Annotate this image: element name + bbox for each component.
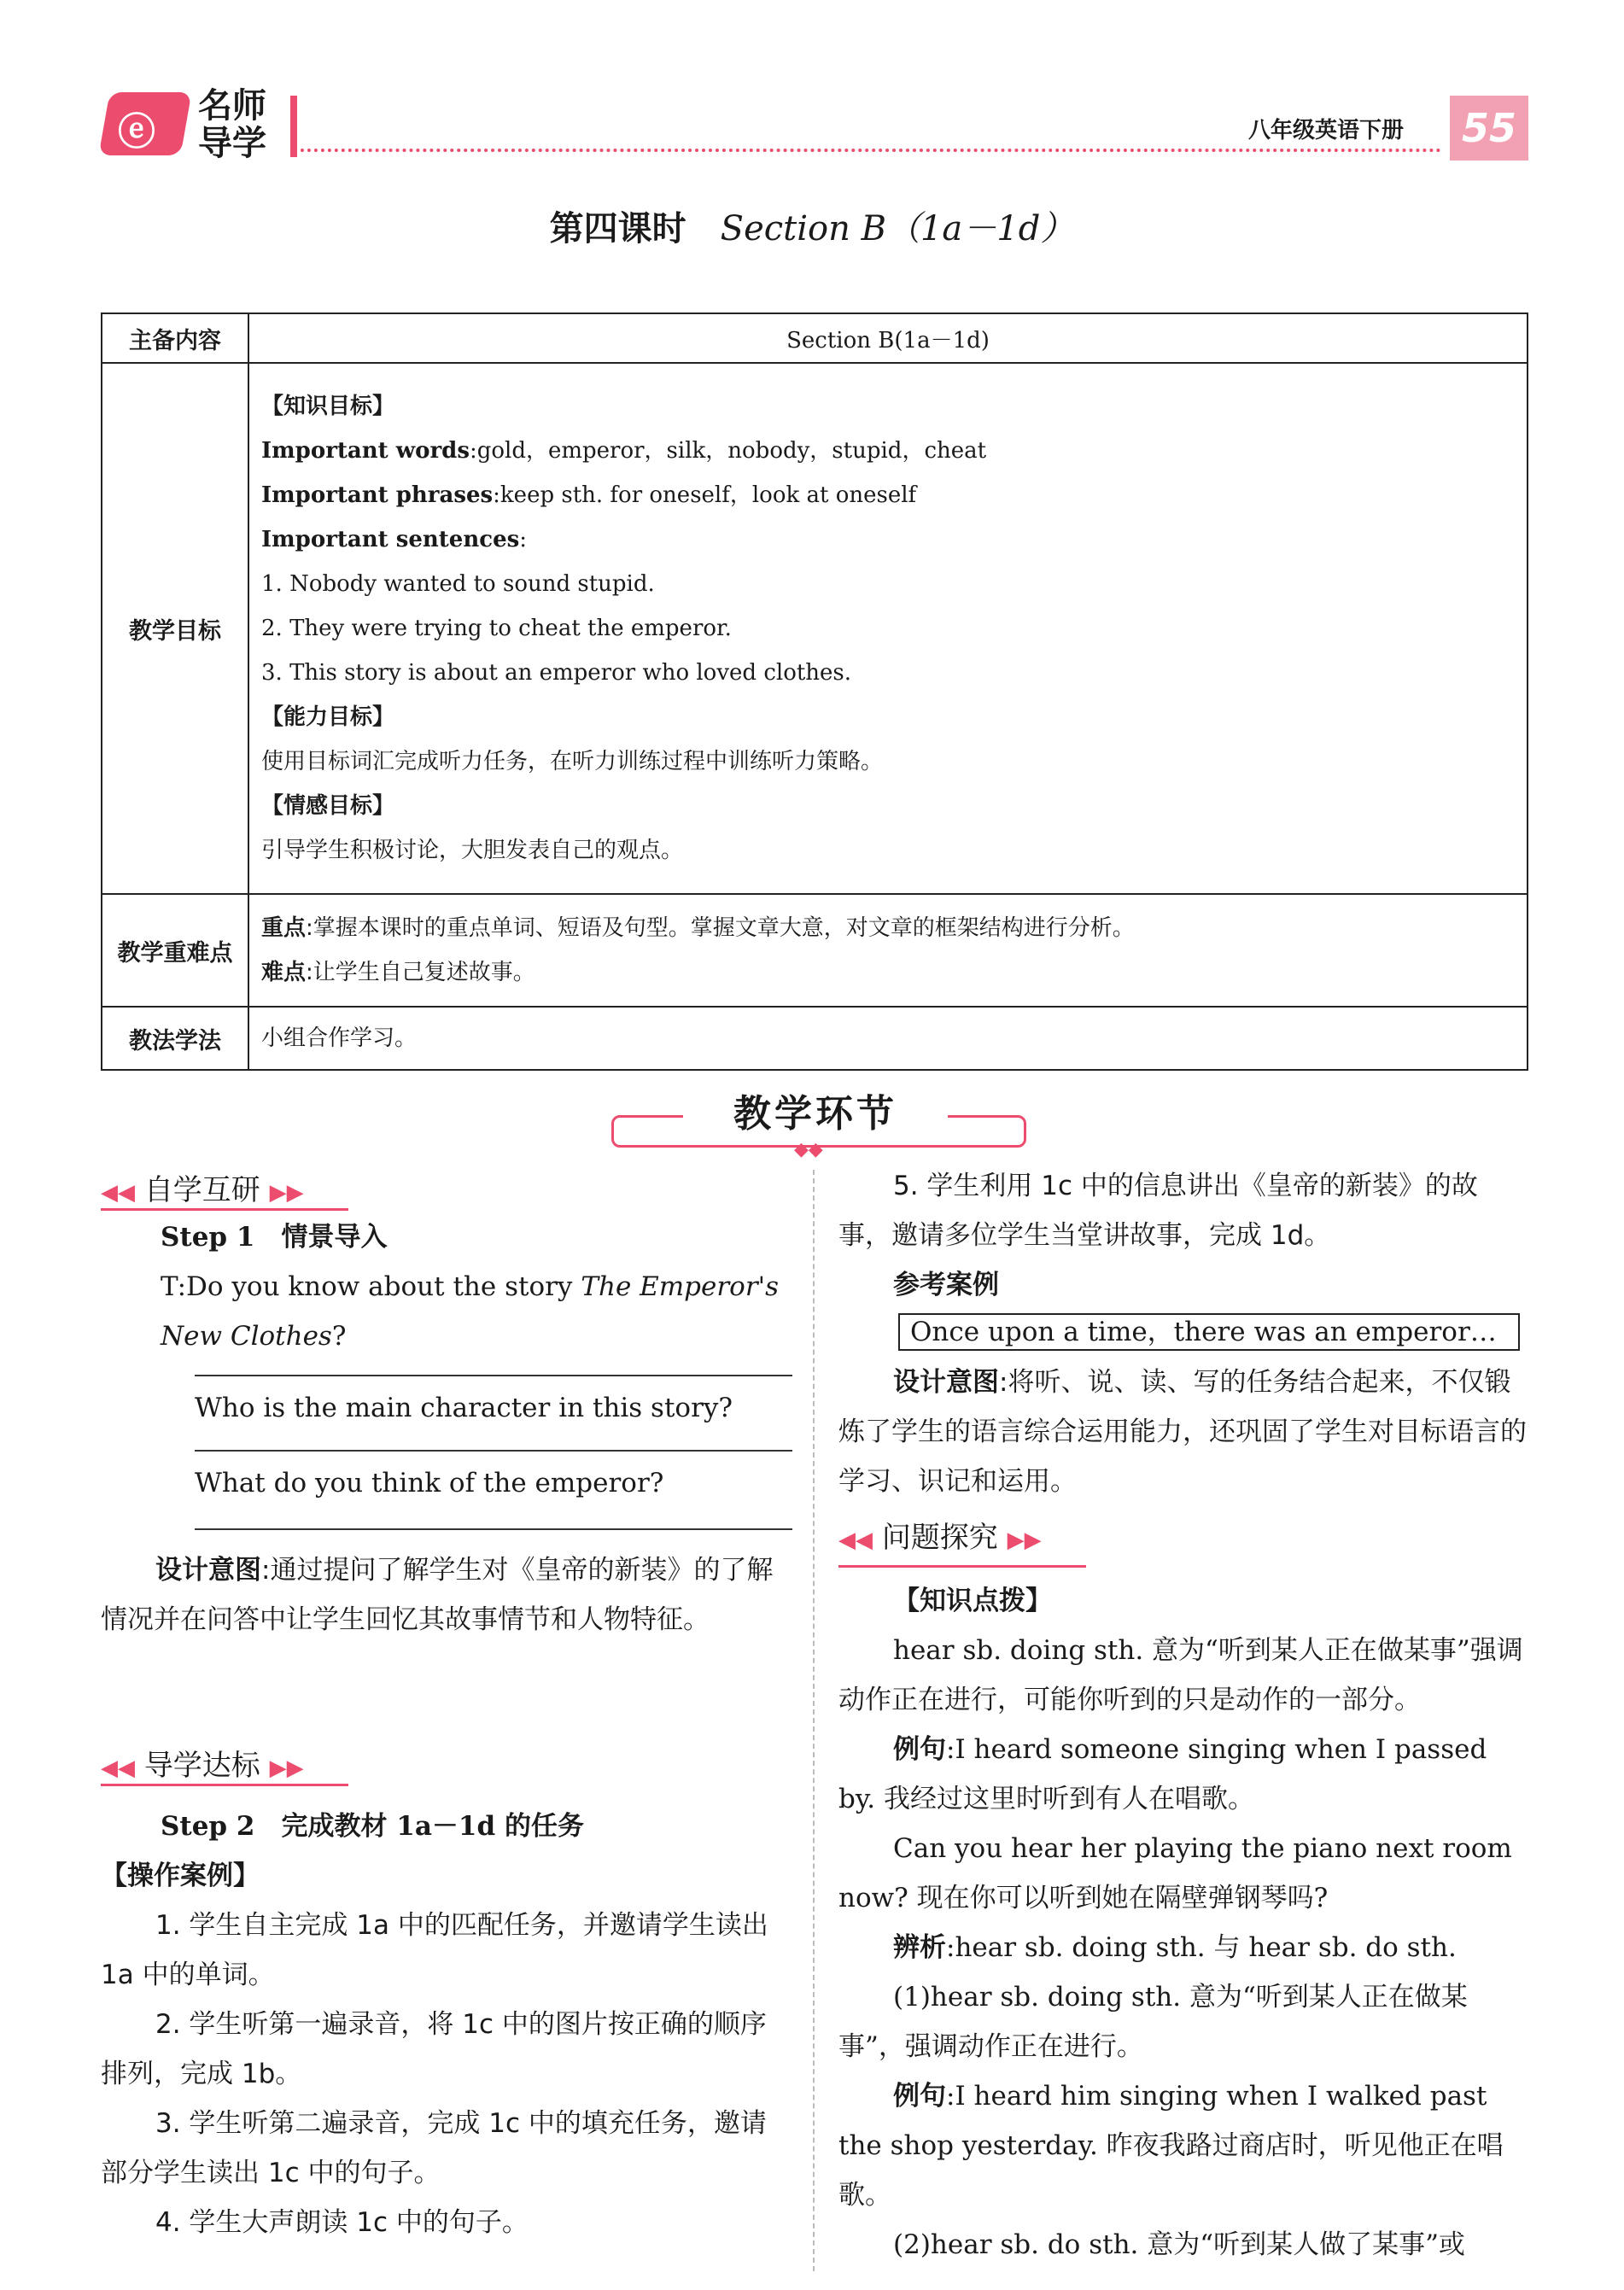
tag-label: 问题探究 (881, 1521, 998, 1555)
words-label: Important words (261, 438, 470, 464)
task-item-1: 1. 学生自主完成 1a 中的匹配任务，并邀请学生读出 1a 中的单词。 (101, 1910, 768, 1990)
ability-text: 使用目标词汇完成听力任务，在听力训练过程中训练听力策略。 (261, 749, 884, 774)
phrases-text: :keep sth. for oneself，look at oneself (493, 482, 917, 508)
lesson-plan-table (101, 313, 1528, 1071)
example-label: 例句 (893, 2081, 946, 2112)
focus-cell (248, 894, 1528, 1007)
title-cn: 第四课时 (549, 209, 686, 248)
sentence-3: 3. This story is about an emperor who loved clothes. (261, 660, 852, 686)
phrases-label: Important phrases (261, 482, 494, 508)
header-dotted-line (301, 149, 1441, 152)
sentences-colon: : (519, 527, 528, 552)
table-row (102, 1007, 1528, 1070)
question-1 (101, 1262, 792, 1361)
title-en: Section B（1a－1d） (720, 209, 1075, 248)
reference-box: Once upon a time，there was an emperor… (898, 1313, 1520, 1351)
logo-icon: ⓔ (118, 110, 155, 154)
design-intent-2 (838, 1358, 1527, 1506)
answer-line (195, 1450, 792, 1452)
logo-line2: 导学 (198, 124, 266, 163)
focus-text: :掌握本课时的重点单词、短语及句型。掌握文章大意，对文章的框架结构进行分析。 (306, 915, 1135, 941)
example-text: :I heard him singing when I walked past the shop yesterday. 昨夜我路过商店时，听见他正在唱歌。 (838, 2081, 1504, 2211)
row-label: 主备内容 (102, 313, 248, 363)
row-label: 教法学法 (102, 1007, 248, 1070)
knowledge-point-head: 【知识点拨】 (893, 1586, 1052, 1616)
book-title: 八年级英语下册 (1248, 118, 1405, 143)
example-3 (838, 2071, 1527, 2220)
example-2: Can you hear her playing the piano next room now? 现在你可以听到她在隔壁弹钢琴吗? (838, 1833, 1512, 1913)
task-item-2: 2. 学生听第一遍录音，将 1c 中的图片按正确的顺序排列，完成 1b。 (101, 2009, 767, 2089)
reference-head: 参考案例 (893, 1270, 999, 1300)
arrow-left-icon: ◀◀ (838, 1528, 873, 1553)
task-item-4: 4. 学生大声朗读 1c 中的句子。 (155, 2207, 529, 2238)
design-text: :通过提问了解学生对《皇帝的新装》的了解情况并在问答中让学生回忆其故事情节和人物特征。 (101, 1555, 774, 1635)
logo-line1: 名师 (198, 86, 266, 126)
table-row (102, 313, 1528, 363)
analysis-text: :hear sb. doing sth. 与 hear sb. do sth. (946, 1932, 1457, 1963)
answer-line (195, 1528, 792, 1530)
column-divider (813, 1170, 815, 2271)
tag-label: 自学互研 (143, 1173, 260, 1207)
section-tag-self-study (101, 1166, 348, 1211)
words-line (261, 429, 1515, 473)
table-row (102, 363, 1528, 894)
analysis-2: (2)hear sb. do sth. 意为“听到某人做了某事”或 (893, 2229, 1465, 2260)
case-head: 【操作案例】 (101, 1861, 260, 1891)
question-2: Who is the main character in this story? (195, 1393, 733, 1423)
q1-title: The Emperor's New Clothes (161, 1271, 780, 1352)
row-label: 教学重难点 (102, 894, 248, 1007)
method-cell: 小组合作学习。 (248, 1007, 1528, 1070)
row-content: Section B(1a－1d) (248, 313, 1528, 363)
section-tag-guided (101, 1742, 348, 1786)
step1-heading: Step 1 情景导入 (161, 1222, 388, 1253)
objectives-cell (248, 363, 1528, 894)
step2-heading: Step 2 完成教材 1a－1d 的任务 (161, 1811, 584, 1842)
diamond-icon: ◆◆ (794, 1139, 823, 1160)
analysis-label: 辨析 (893, 1932, 946, 1963)
example-text: :I heard someone singing when I passed by. 我经过这里时听到有人在唱歌。 (838, 1734, 1487, 1814)
analysis-1: (1)hear sb. doing sth. 意为“听到某人正在做某事”，强调动作正在进行。 (838, 1982, 1468, 2062)
difficulty-label: 难点 (261, 960, 307, 985)
page-title (0, 202, 1624, 250)
q1-end: ? (331, 1321, 347, 1352)
difficulty-text: :让学生自己复述故事。 (306, 960, 535, 985)
emotion-text: 引导学生积极讨论，大胆发表自己的观点。 (261, 838, 684, 863)
logo-bar (290, 96, 297, 157)
knowledge-point-text: hear sb. doing sth. 意为“听到某人正在做某事”强调动作正在进行，可能你听到的只是动作的一部分。 (838, 1635, 1523, 1715)
knowledge-head: 【知识目标】 (261, 394, 395, 419)
sentences-label: Important sentences (261, 527, 520, 552)
design-label: 设计意图 (893, 1367, 999, 1398)
phrases-line (261, 473, 1515, 517)
example-label: 例句 (893, 1734, 946, 1765)
words-text: :gold，emperor，silk，nobody，stupid，cheat (469, 438, 987, 464)
arrow-left-icon: ◀◀ (101, 1180, 135, 1206)
design-label: 设计意图 (155, 1555, 261, 1586)
design-text: :将听、说、读、写的任务结合起来，不仅锻炼了学生的语言综合运用能力，还巩固了学生对目标语言的学习、识记和运用。 (838, 1367, 1527, 1497)
sentence-1: 1. Nobody wanted to sound stupid. (261, 571, 655, 597)
arrow-right-icon: ▶▶ (269, 1180, 304, 1206)
table-row (102, 894, 1528, 1007)
arrow-right-icon: ▶▶ (269, 1755, 304, 1781)
analysis (838, 1923, 1527, 1972)
logo-text (198, 87, 266, 162)
right-column (838, 1161, 1527, 2270)
left-column (101, 1212, 792, 1644)
example-1 (838, 1725, 1527, 1824)
left-column-2 (101, 1802, 792, 2247)
task-item-3: 3. 学生听第二遍录音，完成 1c 中的填充任务，邀请部分学生读出 1c 中的句子。 (101, 2108, 767, 2188)
task-item-5: 5. 学生利用 1c 中的信息讲出《皇帝的新装》的故事，邀请多位学生当堂讲故事，完成 1d。 (838, 1171, 1478, 1251)
ability-head: 【能力目标】 (261, 704, 395, 730)
q1-text: T:Do you know about the story (161, 1271, 581, 1302)
section-tag-inquiry (838, 1513, 1086, 1568)
answer-line (195, 1375, 792, 1376)
sentence-2: 2. They were trying to cheat the emperor. (261, 616, 732, 641)
design-intent-1 (101, 1545, 792, 1644)
banner-title: 教学环节 (683, 1083, 948, 1137)
arrow-right-icon: ▶▶ (1007, 1528, 1042, 1553)
focus-label: 重点 (261, 915, 307, 941)
tag-label: 导学达标 (143, 1749, 260, 1783)
arrow-left-icon: ◀◀ (101, 1755, 135, 1781)
question-3: What do you think of the emperor? (195, 1468, 664, 1498)
row-label: 教学目标 (102, 363, 248, 894)
emotion-head: 【情感目标】 (261, 793, 395, 819)
sentences-line (261, 517, 1515, 562)
page-number: 55 (1450, 96, 1528, 161)
